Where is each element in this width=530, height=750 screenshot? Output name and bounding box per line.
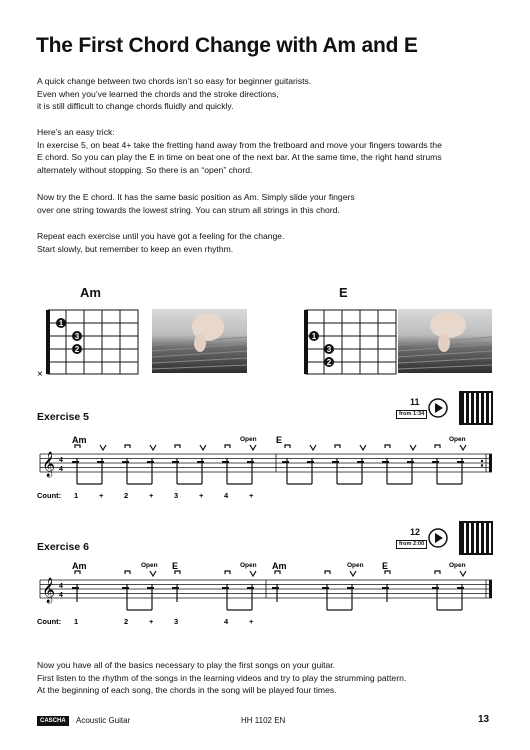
count-beat: 2	[124, 491, 129, 500]
text-line: At the beginning of each song, the chords in the song will be played four times.	[37, 685, 337, 696]
time-sig-bottom: 4	[59, 592, 63, 599]
finger-number: 1	[311, 332, 317, 341]
open-label: Open	[141, 562, 158, 569]
video-link-12[interactable]	[396, 526, 451, 550]
e-chord-diagram	[292, 306, 402, 378]
count-beat: 3	[174, 491, 179, 500]
exercise-6-notation	[36, 558, 494, 630]
video-number: 12	[410, 527, 421, 537]
text-line: Repeat each exercise until you have got a feeling for the change.	[37, 231, 285, 241]
footer-book-title: Acoustic Guitar	[76, 716, 131, 725]
rhythm-slashes	[77, 458, 462, 484]
count-beat: 1	[74, 491, 79, 500]
stroke-marks	[75, 445, 466, 450]
chord-label: Am	[72, 561, 87, 571]
treble-clef-icon: 𝄞	[42, 452, 56, 477]
intro-paragraph	[37, 75, 507, 113]
finger-number: 2	[74, 345, 80, 354]
chord-label: Am	[272, 561, 287, 571]
count-beat: +	[99, 491, 104, 500]
video-time: from 2:00	[396, 540, 427, 549]
text-line: First listen to the rhythm of the songs in the learning videos and try to play the strumming pattern.	[37, 672, 407, 683]
treble-clef-icon: 𝄞	[42, 578, 56, 603]
count-label: Count:	[37, 617, 62, 626]
finger-number: 3	[326, 345, 332, 354]
text-line: E chord. So you can play the E in time on beat one of the next bar. At the same time, the right hand strums	[37, 152, 442, 163]
play-icon[interactable]	[428, 398, 448, 418]
trick-paragraph	[37, 126, 507, 176]
text-line: Now you have all of the basics necessary to play the first songs on your guitar.	[37, 660, 336, 670]
count-beat: +	[199, 491, 204, 500]
chord-label: E	[276, 435, 283, 445]
open-label: Open	[449, 436, 466, 443]
qr-code-icon[interactable]	[459, 391, 493, 425]
e-chord-paragraph	[37, 191, 507, 216]
stroke-marks	[75, 571, 466, 576]
am-chord-diagram	[34, 306, 144, 378]
chord-label: E	[172, 561, 179, 571]
count-beat: 3	[174, 617, 179, 626]
count-beat: +	[249, 491, 254, 500]
video-link-11[interactable]	[396, 396, 451, 420]
mute-marker: ×	[37, 369, 43, 378]
text-line: Now try the E chord. It has the same basic position as Am. Simply slide your fingers	[37, 192, 355, 202]
chord-name-e: E	[339, 285, 348, 300]
text-line: A quick change between two chords isn’t so easy for beginner guitarists.	[37, 76, 312, 86]
qr-code-icon[interactable]	[459, 521, 493, 555]
exercise-6-title: Exercise 6	[37, 541, 89, 553]
page-number: 13	[478, 714, 490, 725]
e-chord-photo	[398, 309, 492, 373]
brand-logo: CASCHA	[37, 716, 69, 726]
text-line: Start slowly, but remember to keep an even rhythm.	[37, 243, 234, 254]
count-beat: +	[149, 617, 154, 626]
open-label: Open	[240, 562, 257, 569]
count-beat: 2	[124, 617, 129, 626]
exercise-5-notation	[36, 430, 494, 502]
rhythm-slashes	[77, 584, 462, 610]
am-chord-photo	[152, 309, 247, 373]
hand-illustration	[152, 309, 247, 373]
finger-number: 2	[326, 358, 332, 367]
video-number: 11	[410, 397, 420, 407]
chord-name-am: Am	[80, 285, 101, 300]
time-sig-top: 4	[59, 583, 63, 590]
count-beat: +	[249, 617, 254, 626]
finger-number: 3	[74, 332, 80, 341]
finger-number: 1	[58, 319, 64, 328]
hand-illustration	[398, 309, 492, 373]
text-line: Even when you’ve learned the chords and the stroke directions,	[37, 88, 279, 99]
chord-label: Am	[72, 435, 87, 445]
count-beat: +	[149, 491, 154, 500]
open-label: Open	[449, 562, 466, 569]
text-line: Here’s an easy trick:	[37, 127, 115, 137]
text-line: over one string towards the lowest string. You can strum all strings in this chord.	[37, 204, 340, 215]
outro-paragraph	[37, 659, 507, 697]
footer-code: HH 1102 EN	[241, 716, 286, 725]
text-line: In exercise 5, on beat 4+ take the fretting hand away from the fretboard and move your fingers towards the	[37, 139, 442, 150]
count-label: Count:	[37, 491, 62, 500]
text-line: it is still difficult to change chords fluidly and quickly.	[37, 101, 234, 112]
count-beat: 1	[74, 617, 79, 626]
text-line: alternately without stopping. So there is an “open” chord.	[37, 164, 253, 175]
count-beat: 4	[224, 491, 229, 500]
play-icon[interactable]	[428, 528, 448, 548]
exercise-5-title: Exercise 5	[37, 411, 89, 423]
open-label: Open	[347, 562, 364, 569]
page-title: The First Chord Change with Am and E	[36, 34, 418, 57]
chord-label: E	[382, 561, 389, 571]
repeat-paragraph	[37, 230, 507, 255]
count-beat: 4	[224, 617, 229, 626]
video-time: from 1:34	[396, 410, 427, 419]
open-label: Open	[240, 436, 257, 443]
time-sig-bottom: 4	[59, 466, 63, 473]
time-sig-top: 4	[59, 457, 63, 464]
